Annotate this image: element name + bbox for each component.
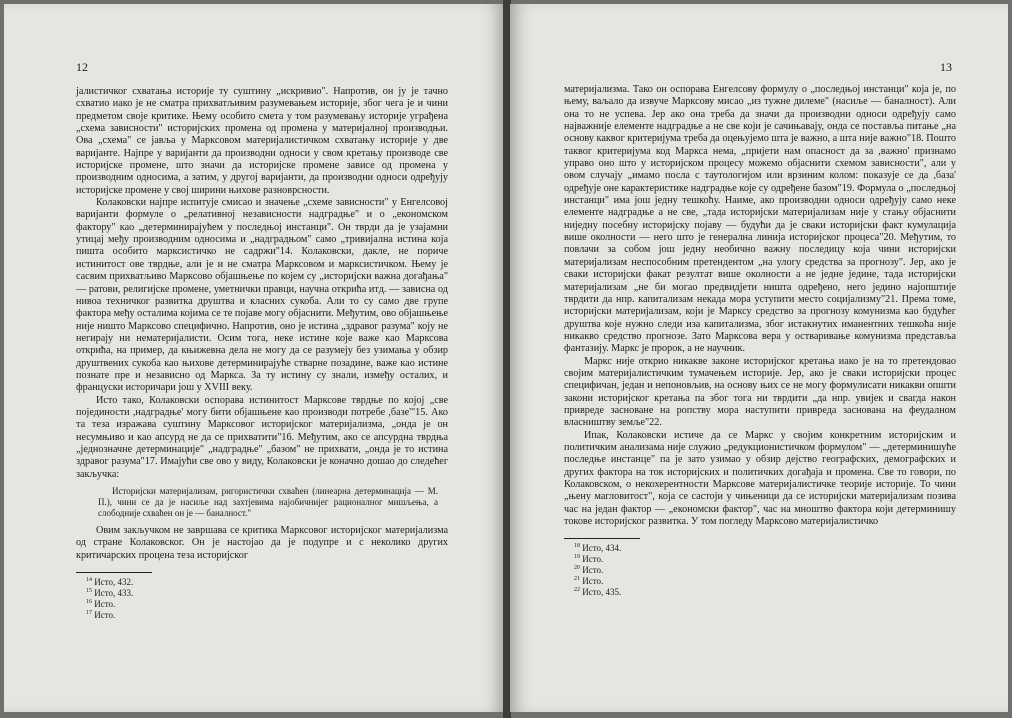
right-page-body xyxy=(564,84,956,598)
right-page xyxy=(510,4,1008,712)
footnote-divider xyxy=(76,572,152,573)
block-quote: Историјски материјализам, ригористички схваћен (линеарна детерминација — М. П.), чини се да је насиље над захтјевима најобичнијег рационалног мишљења, а слободније схваћен он је — баналност." xyxy=(98,486,438,518)
left-page-body xyxy=(76,86,448,621)
footnote: $^{18}$ Исто, 434. xyxy=(574,543,622,554)
paragraph: Маркс није открио никакве законе историјског кретања иако је на то претендовао својим материјалистичким тумачењем историје. Јер, ако је сваки историјски процес специфичан, један и непоновљив, на основу њих се не могу формулисати никакви општи закони историјског кретања па због тога ни тврдити „да нпр. увијек и свагда након привреде засноване на ропству мора наступити привреда заснована на феудалном власништву земље"22. xyxy=(564,355,956,429)
footnote: $^{14}$ Исто, 432. xyxy=(86,577,134,588)
footnotes xyxy=(564,543,956,598)
footnote: $^{16}$ Исто. xyxy=(86,599,116,610)
paragraph: Исто тако, Колаковски оспорава истинитост Марксове тврдње по којој „све појединости ,надградње' могу бити објашњене као производи потребе ,базе'"15. Ако та теза изражава суштину Марксовог историјског материјализма, „онда је он несумњиво и као апсурд не да се прихватити"16. Међутим, ако се апсурдна тврдња „једнозначне детерминације" „надградње" „базом" не прихвати, „онда је то истина здравог разума"17. Имајући све ово у виду, Колаковски је коначно дошао до следећег закључка: xyxy=(76,394,448,480)
footnote-divider xyxy=(564,538,640,539)
footnote: $^{20}$ Исто. xyxy=(574,565,604,576)
footnote: $^{17}$ Исто. xyxy=(86,610,116,621)
footnote: $^{19}$ Исто. xyxy=(574,554,604,565)
paragraph: Овим закључком не завршава се критика Марксовог историјског материјализма од стране Колаковског. Он је настојао да је подупре и с неколико других критичарских процена теза историјског xyxy=(76,525,448,561)
paragraph: јалистичког схватања историје ту суштину „искривио". Напротив, он ју је тачно схватио иако је не сматра прихватљивим разумевањем историје, због чега је и чини предметом своје критике. Њему особито смета у том разумевању историје уграђена „схема зависности" историјских промена од промена у материјалној производњи. Ова „схема" се јавља у Марксовом материјалистичком схватању историје у две варијанте. Најпре у варијанти да производни односи у свом кретању производе све историјске промене, што значи да историјске промене зависе од промена у производним односима, а затим, у другој варијанти, да производни односи одређују историјске промене у свој ширини њихове разноврсности. xyxy=(76,86,448,196)
left-page xyxy=(4,4,504,712)
page-number: 12 xyxy=(76,60,88,74)
footnotes xyxy=(76,577,448,621)
footnote: $^{21}$ Исто. xyxy=(574,576,604,587)
paragraph: Ипак, Колаковски истиче да се Маркс у својим конкретним историјским и политичким анализама није служио „редукционистичком формулом" — „детерминишуће последње инстанце" па је зато узимао у обзир дејство географских, демографских и других фактора на ток историјских и политичких догађаја и промена. Све то говори, по Колаковском, о некохерентности Марксове материјалистичке теорије историје. То чини „њену магловитост", која се састоји у чињеници да се историјски материјализам позива час на један фактор — „економски фактор", час на мноштво фактора који детерминишу токове историјског развитка. У том погледу Марксово материјалистичко xyxy=(564,429,956,528)
footnote: $^{15}$ Исто, 433. xyxy=(86,588,134,599)
footnote: $^{22}$ Исто, 435. xyxy=(574,587,622,598)
paragraph: Колаковски најпре испитује смисао и значење „схеме зависности" у Енгелсовој варијанти формуле о „релативној независности надградње" и о „економском фактору" као „детерминирајућем у последњој инстанци". Он тврди да је узајамни утицај међу производним односима и „надградњом" само „тривијална истина која пишта особито марксистичко не садржи"14. Колаковски, дакле, не пориче истинитост ове тврдње, али је и не сматра Марксовом и марксистичком. Њему је сасвим прихватљиво Марксово објашњење по којем су „историјски важна догађања" — ратови, религијске промене, уметнички правци, научна открића итд. — зависна од нивоа техничког развитка друштва и класних сукоба. Али то су само две групе фактора међу осталима којима се те појаве могу објаснити. Међутим, ово објашњење није ништо Марксово специфично. Напротив, оно је истина „здравог разума" коју не негирају ни нематеријалисти. Осим тога, неке истине које важе као Марксова открића, на пример, да књижевна дела не могу да се разумеју без узимања у обзир друштвених сукоба као њихове детерминирајуће стварне позадине, важе као истине познате пре и независно од Маркса. За ту истину су знали, између осталих, и француски историчари још у XVIII веку. xyxy=(76,197,448,394)
page-number: 13 xyxy=(940,60,952,74)
paragraph: материјализма. Тако он оспорава Енгелсову формулу о „последњој инстанци" која је, по њему, ваљало да извуче Марксову мисао „из тужне дилеме" (насиље — баналност). Али она то не успева. Јер ако она треба да значи да производни односи одређују само најважније елементе надградње а не све који је сачињавају, онда се поставља питање „на основу каквог критеријума треба да оцењујемо шта је важно, а шта није важно"18. Пошто таквог критеријума код Маркса нема, „пријети нам опасност да за ,важно' признамо управо оно што у историјском процесу можемо објаснити схемом зависности", али у овом случају „имамо посла с таутологијом или врзиним колом: показује се да ,база' одређује оне карактеристике надградње које су одређене базом"19. Формула о „последњој инстанци" има још једну тешкоћу. Наиме, ако производни односи одређују само неке елементе надградње а не све, „тада историјски материјализам није у стању објаснити ниједну посебну историјску појаву — будући да је сваки историјски факт кумулација више околности — него што је генерална линија историјског процеса"20. Међутим, то повлачи за собом још једну необично важну последицу која чини историјски материјализам неспособним претендентом „на улогу средства за прогнозу". Јер, ако је сваки историјски факат резултат више околности а не једне једине, тада историјски материјализам „не би могао предвидјети ништа одређено, него једино најопштије тврдити да нпр. капитализам некада мора уступити место социјализму"21. Према томе, историјски материјализам, који је Марксу средство за прогнозу комунизма као будућег друштва које нужно следи иза капитализма, због истакнутих иманентних тешкоћа није никакво средство прогнозе. Зато Марксова вера у остваривање комунизма представља фантазију. Маркс је пророк, а не научник. xyxy=(564,84,956,355)
